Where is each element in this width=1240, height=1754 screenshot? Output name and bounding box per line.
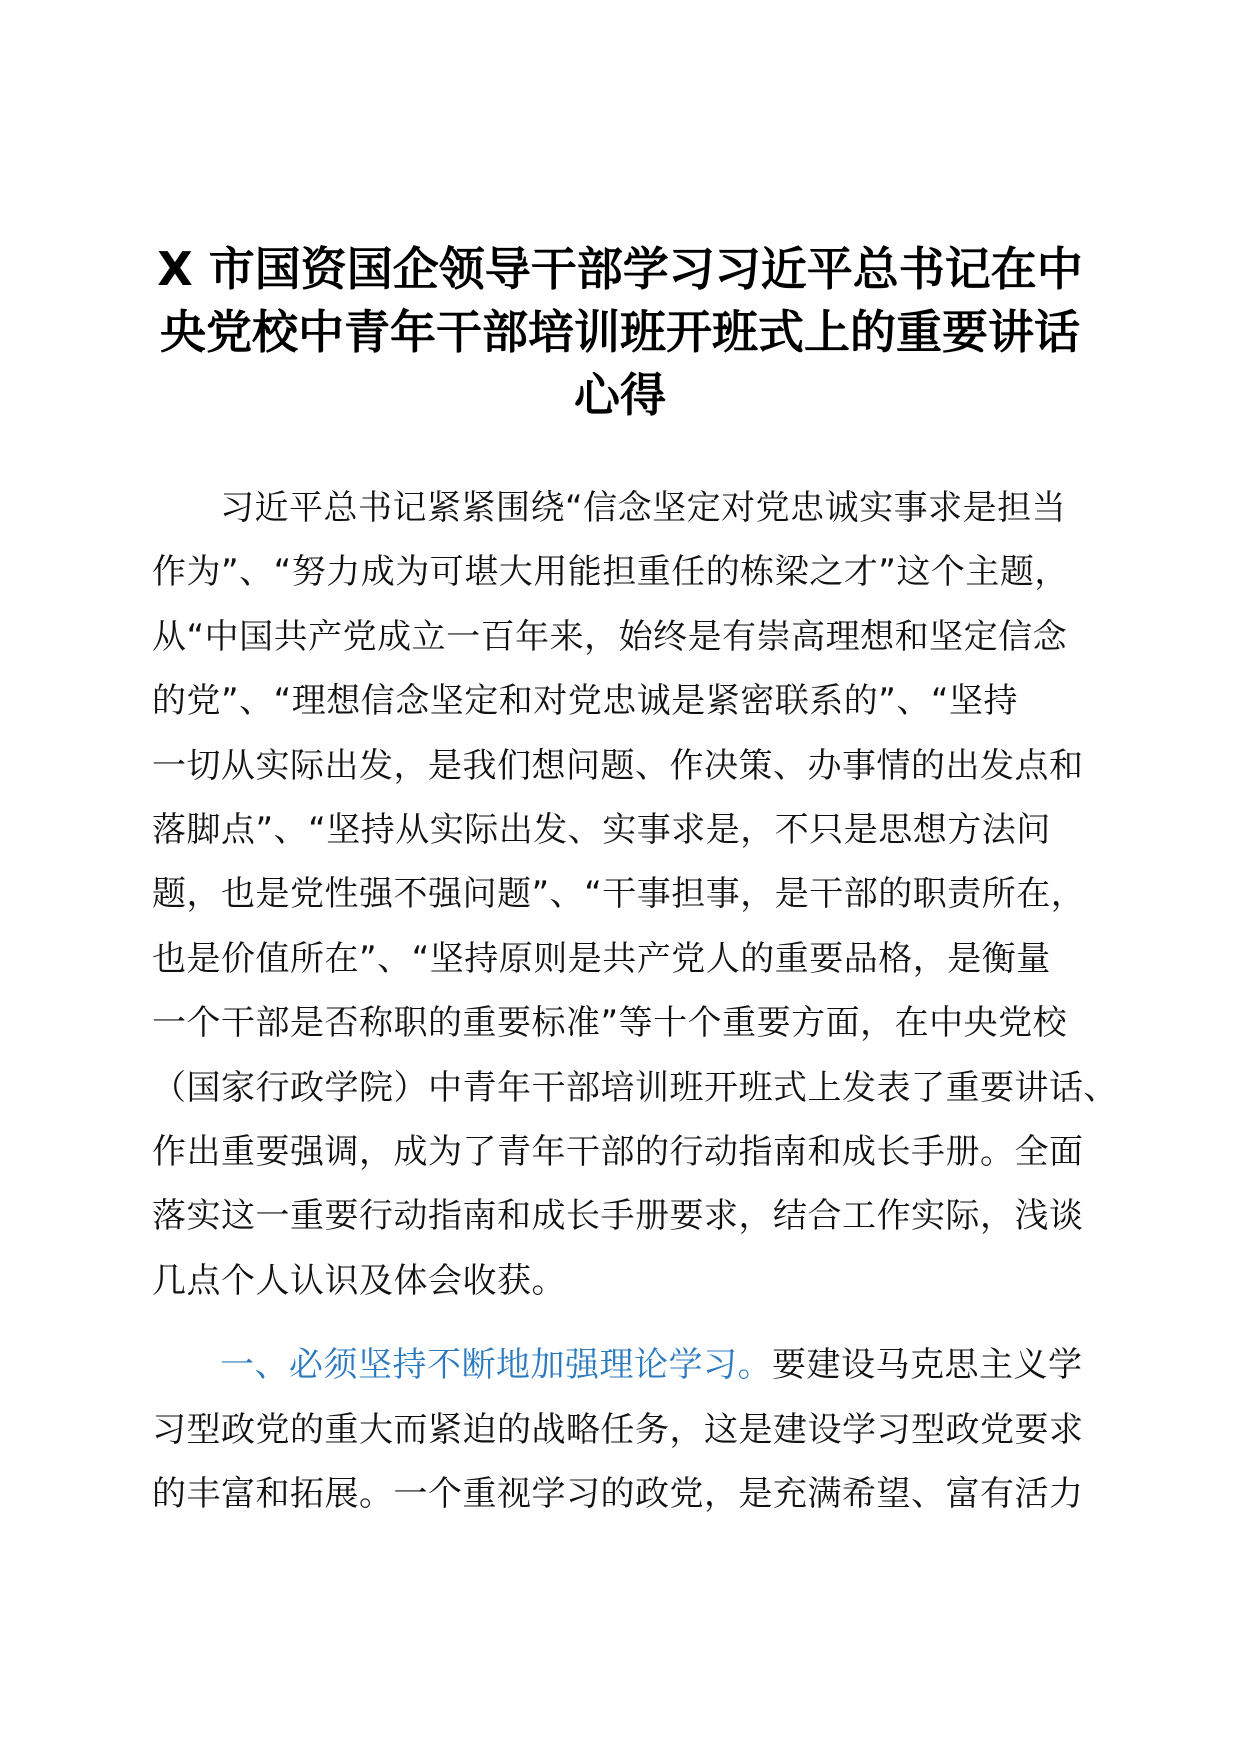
paragraph-line: 作出重要强调，成为了青年干部的行动指南和成长手册。全面: [152, 1132, 1084, 1173]
paragraph-line: 的党”、“理想信念坚定和对党忠诚是紧密联系的”、“坚持: [152, 681, 1018, 722]
section-first-line-text: 要建设马克思主义学: [772, 1345, 1083, 1386]
section-one-first-line: [152, 1333, 1102, 1397]
document-body: [152, 476, 1118, 1527]
paragraph-spacer: [152, 1313, 1102, 1333]
paragraph-line: （国家行政学院）中青年干部培训班开班式上发表了重要讲话、: [152, 1067, 1118, 1108]
paragraph-line: 落脚点”、“坚持从实际出发、实事求是，不只是思想方法问: [152, 810, 1051, 851]
paragraph-line: 习型政党的重大而紧迫的战略任务，这是建设学习型政党要求: [152, 1409, 1084, 1450]
document-title: [150, 238, 1090, 427]
title-line-2: 央党校中青年干部培训班开班式上的重要讲话: [160, 305, 1080, 359]
paragraph-line: 几点个人认识及体会收获。: [152, 1260, 566, 1301]
paragraph-line: 习近平总书记紧紧围绕“信念坚定对党忠诚实事求是担当: [220, 488, 1067, 528]
paragraph-line: 落实这一重要行动指南和成长手册要求，结合工作实际，浅谈: [152, 1196, 1084, 1237]
section-one-paragraph: [152, 1333, 1102, 1526]
paragraph-line: 的丰富和拓展。一个重视学习的政党，是充满希望、富有活力: [152, 1474, 1084, 1515]
title-line-1: X 市国资国企领导干部学习习近平总书记在中: [157, 242, 1083, 296]
paragraph-line: 从“中国共产党成立一百年来，始终是有崇高理想和坚定信念: [152, 616, 1068, 657]
paragraph-line: 也是价值所在”、“坚持原则是共产党人的重要品格，是衡量: [152, 938, 1051, 979]
paragraph-line: 题，也是党性强不强问题”、“干事担事，是干部的职责所在，: [152, 874, 1086, 915]
paragraph-line: 作为”、“努力成为可堪大用能担重任的栋梁之才”这个主题，: [152, 552, 1069, 593]
title-line-3: 心得: [574, 368, 666, 422]
paragraph-line: 一个干部是否称职的重要标准”等十个重要方面，在中央党校: [152, 1003, 1068, 1044]
section-heading: 一、必须坚持不断地加强理论学习。: [220, 1345, 772, 1386]
paragraph-line: 一切从实际出发，是我们想问题、作决策、办事情的出发点和: [152, 745, 1084, 786]
intro-paragraph: [152, 476, 1118, 1313]
